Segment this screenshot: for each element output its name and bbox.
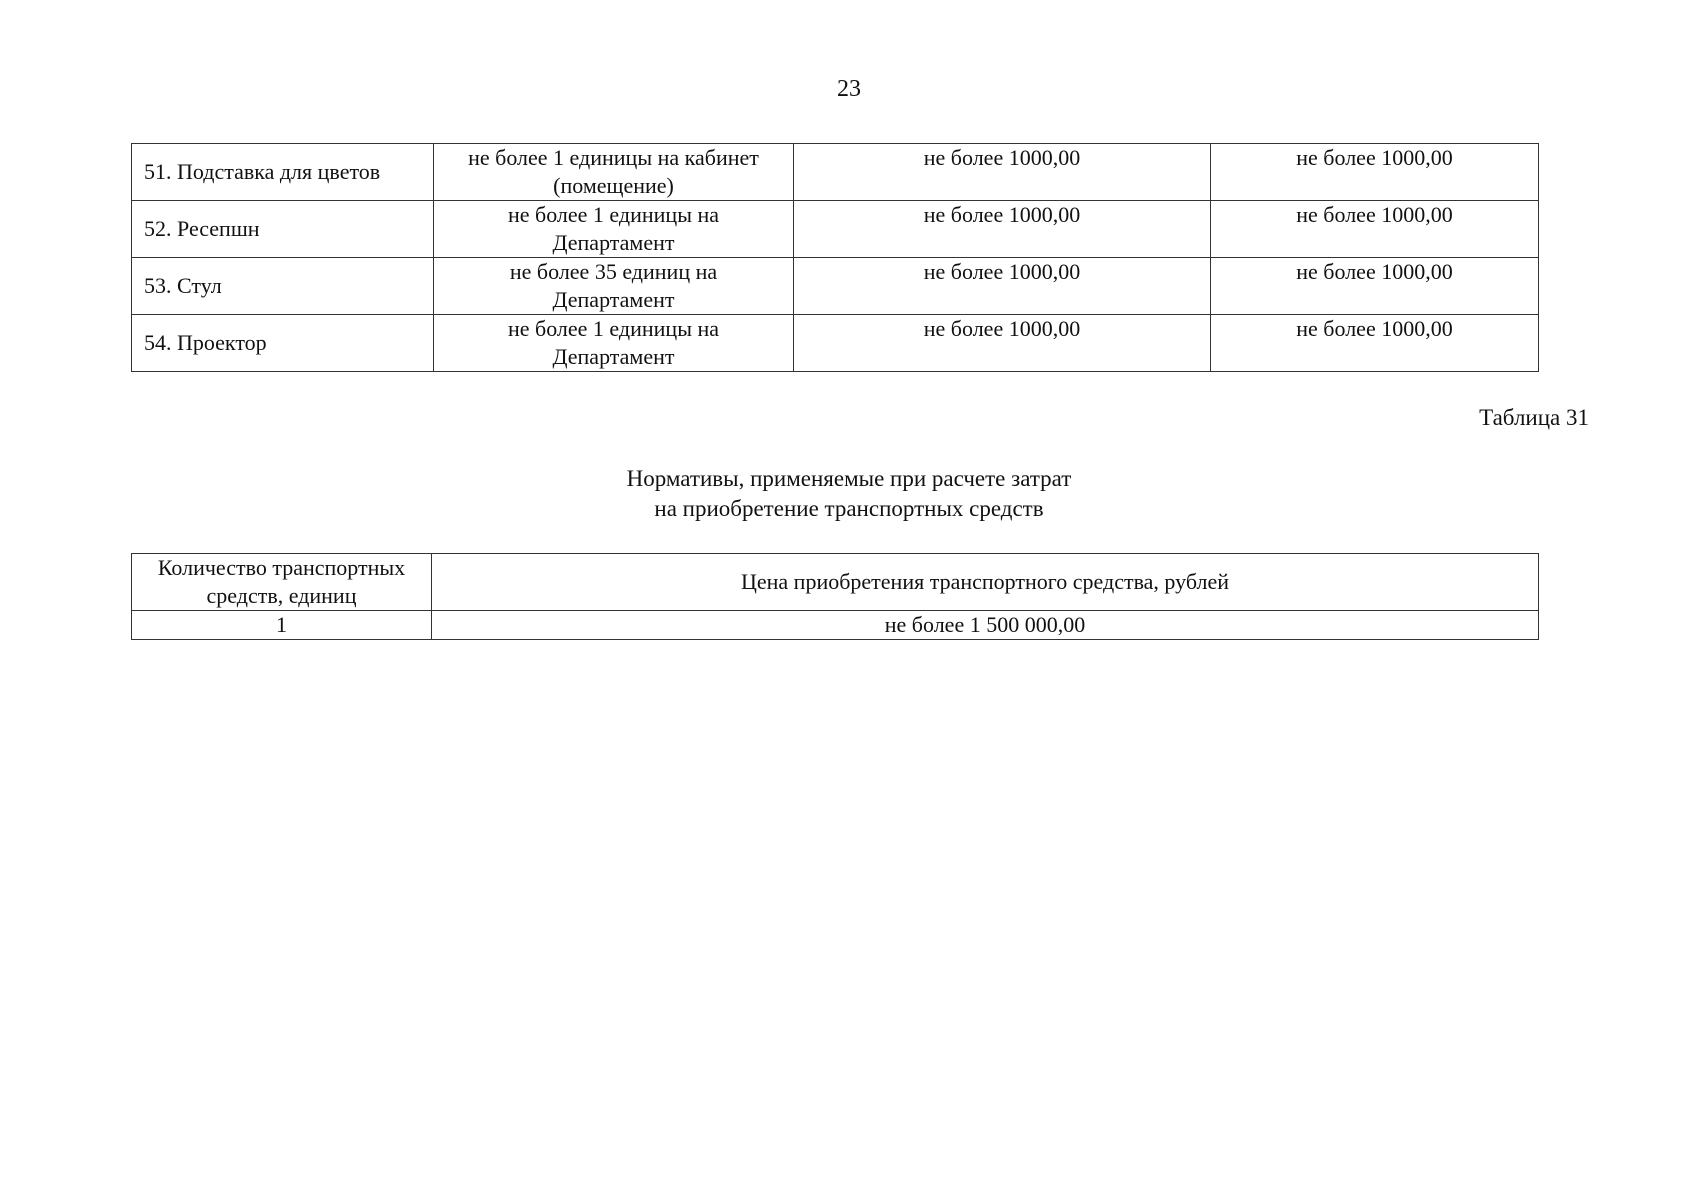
table-header-row [132,554,1539,611]
quantity-cell: 1 [132,611,432,640]
item-quantity-cell [434,144,794,201]
item-name-cell: 51. Подставка для цветов [132,144,434,201]
table-title-line: Нормативы, применяемые при расчете затрат [626,466,1072,491]
item-price-cell: не более 1000,00 [794,201,1211,258]
price-cell: не более 1 500 000,00 [432,611,1539,640]
quantity-line: (помещение) [553,173,674,198]
column-header-line: средств, единиц [206,583,357,608]
furniture-norms-table [131,143,1539,372]
item-quantity-cell [434,258,794,315]
item-price-cell: не более 1000,00 [1211,258,1539,315]
quantity-line: не более 35 единиц на [509,259,718,284]
quantity-line: не более 1 единицы на [507,316,720,341]
item-quantity-cell [434,201,794,258]
item-name-cell: 54. Проектор [132,315,434,372]
table-row [132,201,1539,258]
table-title-line: на приобретение транспортных средств [654,496,1044,521]
item-price-cell: не более 1000,00 [794,315,1211,372]
quantity-line: не более 1 единицы на кабинет [468,145,759,170]
item-price-cell: не более 1000,00 [794,258,1211,315]
item-name-cell: 52. Ресепшн [132,201,434,258]
item-name-cell: 53. Стул [132,258,434,315]
item-price-cell: не более 1000,00 [794,144,1211,201]
table-row [132,611,1539,640]
table-label: Таблица 31 [1479,405,1589,430]
quantity-line: Департамент [552,344,675,369]
quantity-line: не более 1 единицы на [507,202,720,227]
table-row [132,258,1539,315]
item-price-cell: не более 1000,00 [1211,144,1539,201]
quantity-line: Департамент [552,230,675,255]
column-header [132,554,432,611]
table-row [132,144,1539,201]
page-number: 23 [837,76,861,102]
transport-norms-table [131,553,1539,640]
table-title [0,464,1698,524]
quantity-line: Департамент [552,287,675,312]
column-header-line: Количество транспортных [157,555,406,580]
item-quantity-cell [434,315,794,372]
item-price-cell: не более 1000,00 [1211,201,1539,258]
column-header: Цена приобретения транспортного средства, рублей [432,554,1539,611]
table-row [132,315,1539,372]
item-price-cell: не более 1000,00 [1211,315,1539,372]
